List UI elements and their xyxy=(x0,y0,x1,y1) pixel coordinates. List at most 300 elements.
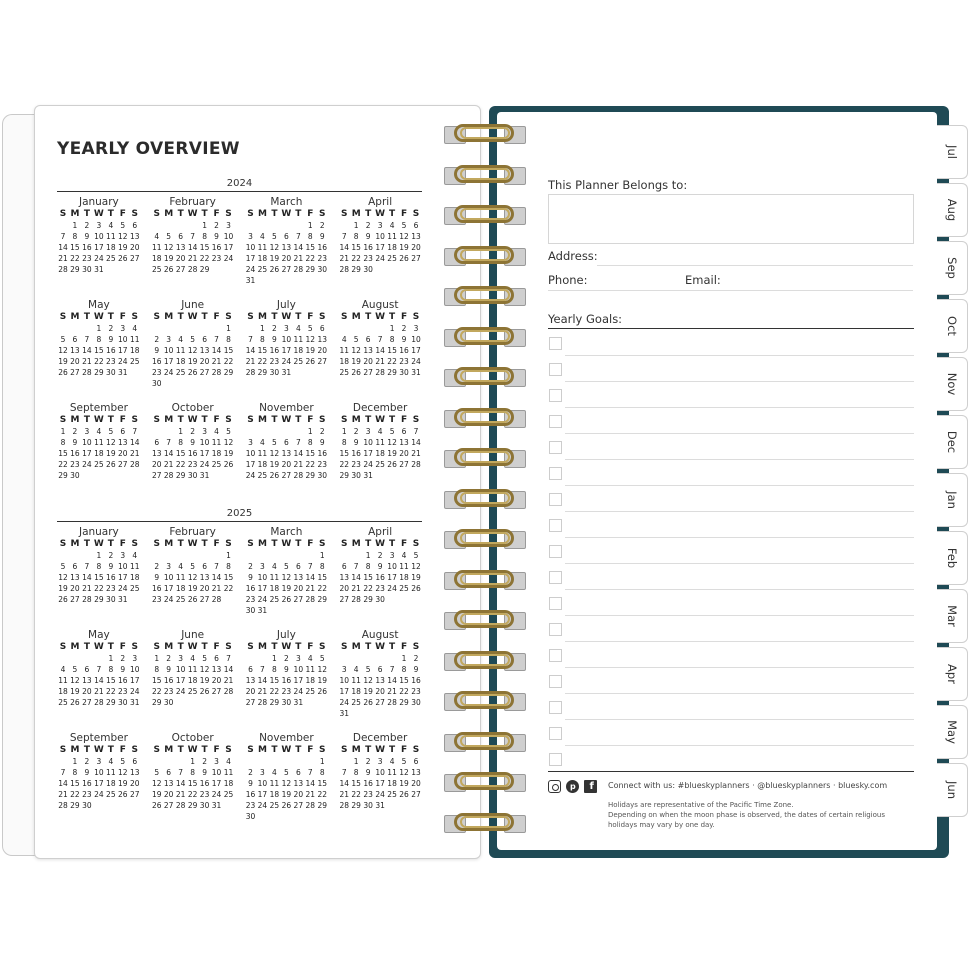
day-cell: 5 xyxy=(190,335,195,344)
instagram-icon[interactable] xyxy=(548,780,561,793)
day-cell: 27 xyxy=(163,801,174,810)
day-cell: 21 xyxy=(58,254,68,263)
month-tab-sep[interactable] xyxy=(936,241,968,295)
day-cell: 20 xyxy=(199,584,210,593)
day-cell: 27 xyxy=(82,698,92,707)
goal-checkbox[interactable] xyxy=(549,753,562,766)
address-line[interactable] xyxy=(597,265,913,266)
weekday-header: M xyxy=(351,312,361,322)
day-cell: 21 xyxy=(339,790,349,799)
weekday-header: T xyxy=(295,642,302,652)
day-cell: 25 xyxy=(269,801,280,810)
day-cell: 3 xyxy=(389,551,395,560)
month-calendar xyxy=(245,526,329,629)
day-cell: 2 xyxy=(377,551,383,560)
empty-day xyxy=(350,653,362,664)
month-name: June xyxy=(181,629,205,641)
day-cell: 5 xyxy=(272,438,277,447)
day-cell: 3 xyxy=(413,324,419,333)
day-cell: 31 xyxy=(129,698,140,707)
weekday-header: T xyxy=(201,415,208,425)
day-cell: 15 xyxy=(317,779,328,788)
month-tab-dec[interactable] xyxy=(936,415,968,469)
weekday-header: T xyxy=(201,312,208,322)
day-cell: 17 xyxy=(245,254,256,263)
empty-day xyxy=(81,653,93,664)
day-cell: 22 xyxy=(106,687,116,696)
day-cell: 27 xyxy=(293,595,304,604)
month-tab-apr[interactable] xyxy=(936,647,968,701)
owner-name-field[interactable] xyxy=(548,194,914,244)
goal-checkbox[interactable] xyxy=(549,363,562,376)
empty-day xyxy=(304,550,316,561)
holiday-note-line-2: Depending on when the moon phase is observed, the dates of certain religious xyxy=(608,811,885,819)
day-cell: 18 xyxy=(269,790,280,799)
weekday-header: S xyxy=(247,539,254,549)
weekday-header: T xyxy=(365,209,372,219)
day-cell: 27 xyxy=(129,254,140,263)
day-cell: 13 xyxy=(293,573,304,582)
day-cell: 17 xyxy=(245,460,256,469)
day-cell: 19 xyxy=(269,460,280,469)
day-cell: 3 xyxy=(248,438,253,447)
goal-checkbox[interactable] xyxy=(549,337,562,350)
weekday-header: F xyxy=(307,745,314,755)
day-cell: 19 xyxy=(151,790,162,799)
day-cell: 6 xyxy=(283,438,289,447)
empty-day xyxy=(175,756,187,767)
day-cell: 16 xyxy=(317,243,328,252)
day-cell: 13 xyxy=(317,335,328,344)
day-cell: 3 xyxy=(96,221,102,230)
day-cell: 31 xyxy=(211,801,222,810)
day-cell: 16 xyxy=(118,676,128,685)
day-cell: 4 xyxy=(132,551,138,560)
weekday-header: F xyxy=(307,539,314,549)
day-cell: 10 xyxy=(293,665,304,674)
empty-day xyxy=(256,756,268,767)
day-cell: 13 xyxy=(211,665,222,674)
day-cell: 23 xyxy=(118,687,128,696)
month-name: December xyxy=(352,402,408,414)
day-cell: 1 xyxy=(60,427,66,436)
day-cell: 29 xyxy=(223,368,234,377)
day-cell: 16 xyxy=(245,584,256,593)
day-cell: 23 xyxy=(245,801,256,810)
day-cell: 29 xyxy=(387,368,397,377)
goal-checkbox[interactable] xyxy=(549,701,562,714)
weekday-header: S xyxy=(412,745,420,755)
weekday-header: S xyxy=(153,312,160,322)
day-cell: 10 xyxy=(94,232,104,241)
weekday-header: T xyxy=(365,642,372,652)
goal-checkbox[interactable] xyxy=(549,623,562,636)
day-cell: 13 xyxy=(339,573,349,582)
goal-checkbox[interactable] xyxy=(549,649,562,662)
goal-checkbox[interactable] xyxy=(549,545,562,558)
day-cell: 3 xyxy=(166,562,172,571)
empty-day xyxy=(151,426,163,437)
day-cell: 28 xyxy=(305,801,316,810)
day-cell: 9 xyxy=(401,335,407,344)
day-cell: 1 xyxy=(319,551,325,560)
month-tab-may[interactable] xyxy=(936,705,968,759)
day-cell: 1 xyxy=(178,427,184,436)
weekday-header: T xyxy=(389,539,396,549)
day-cell: 15 xyxy=(305,243,316,252)
day-cell: 30 xyxy=(351,471,361,480)
month-calendar xyxy=(338,732,422,835)
day-cell: 15 xyxy=(58,449,68,458)
month-tab-jul[interactable] xyxy=(936,125,968,179)
weekday-header: S xyxy=(153,642,160,652)
weekday-header: S xyxy=(340,415,348,425)
day-cell: 18 xyxy=(351,687,361,696)
month-name: October xyxy=(171,402,214,414)
goal-checkbox[interactable] xyxy=(549,493,562,506)
day-cell: 21 xyxy=(175,790,186,799)
day-cell: 8 xyxy=(389,335,395,344)
day-cell: 19 xyxy=(399,243,409,252)
day-cell: 12 xyxy=(399,768,409,777)
empty-day xyxy=(245,220,257,231)
day-cell: 29 xyxy=(399,698,409,707)
month-calendar xyxy=(338,526,422,629)
weekday-header: T xyxy=(83,209,90,219)
month-tab-feb[interactable] xyxy=(936,531,968,585)
day-cell: 21 xyxy=(375,357,385,366)
day-cell: 11 xyxy=(175,346,186,355)
day-cell: 2 xyxy=(84,757,90,766)
weekday-header: W xyxy=(187,209,198,219)
day-cell: 16 xyxy=(151,357,162,366)
month-calendar xyxy=(151,402,235,505)
day-cell: 10 xyxy=(82,438,92,447)
day-cell: 23 xyxy=(269,357,280,366)
day-cell: 23 xyxy=(351,460,361,469)
day-cell: 14 xyxy=(411,438,421,447)
day-grid xyxy=(151,415,235,481)
day-cell: 10 xyxy=(387,562,397,571)
goal-checkbox[interactable] xyxy=(549,389,562,402)
day-cell: 17 xyxy=(175,676,186,685)
day-cell: 20 xyxy=(70,584,80,593)
phone-email-line[interactable] xyxy=(548,290,913,291)
day-cell: 4 xyxy=(272,768,277,777)
month-name: September xyxy=(69,732,128,744)
month-calendar xyxy=(245,299,329,402)
day-cell: 16 xyxy=(363,779,373,788)
day-cell: 5 xyxy=(166,232,172,241)
empty-day xyxy=(163,220,175,231)
year-divider xyxy=(57,191,422,192)
day-cell: 30 xyxy=(118,698,128,707)
day-cell: 1 xyxy=(365,551,371,560)
day-cell: 20 xyxy=(363,357,373,366)
day-cell: 29 xyxy=(305,471,316,480)
day-cell: 29 xyxy=(269,698,280,707)
goal-checkbox[interactable] xyxy=(549,467,562,480)
day-cell: 26 xyxy=(58,595,68,604)
day-cell: 10 xyxy=(175,665,186,674)
weekday-header: S xyxy=(340,539,348,549)
day-cell: 21 xyxy=(211,584,222,593)
day-cell: 31 xyxy=(118,595,128,604)
day-cell: 27 xyxy=(375,698,385,707)
month-tab-label: Aug xyxy=(944,198,959,222)
day-cell: 28 xyxy=(58,265,68,274)
weekday-header: F xyxy=(400,539,408,549)
weekday-header: T xyxy=(201,642,208,652)
weekday-header: S xyxy=(319,745,326,755)
day-cell: 18 xyxy=(187,676,198,685)
day-cell: 22 xyxy=(305,460,316,469)
day-cell: 13 xyxy=(151,449,162,458)
month-tab-aug[interactable] xyxy=(936,183,968,237)
day-cell: 26 xyxy=(151,801,162,810)
day-cell: 17 xyxy=(339,687,349,696)
day-cell: 19 xyxy=(199,676,210,685)
day-cell: 27 xyxy=(339,595,349,604)
day-cell: 17 xyxy=(375,779,385,788)
goal-checkbox[interactable] xyxy=(549,597,562,610)
month-tab-label: Oct xyxy=(944,316,959,336)
day-cell: 24 xyxy=(375,790,385,799)
day-cell: 26 xyxy=(163,265,174,274)
day-cell: 27 xyxy=(317,357,328,366)
day-cell: 2 xyxy=(166,654,172,663)
pinterest-icon[interactable]: p xyxy=(566,780,579,793)
empty-day xyxy=(268,756,280,767)
weekday-header: W xyxy=(187,415,198,425)
day-cell: 16 xyxy=(245,790,256,799)
day-cell: 7 xyxy=(132,427,138,436)
day-cell: 10 xyxy=(245,449,256,458)
day-cell: 18 xyxy=(305,676,316,685)
weekday-header: T xyxy=(295,415,302,425)
day-cell: 25 xyxy=(151,265,162,274)
weekday-header: T xyxy=(389,312,396,322)
day-cell: 21 xyxy=(58,790,68,799)
day-cell: 26 xyxy=(399,790,409,799)
day-cell: 21 xyxy=(82,584,92,593)
day-cell: 23 xyxy=(106,357,116,366)
empty-day xyxy=(245,323,257,334)
day-cell: 5 xyxy=(120,221,126,230)
weekday-header: T xyxy=(365,745,372,755)
day-cell: 26 xyxy=(118,254,128,263)
empty-day xyxy=(163,756,175,767)
day-cell: 18 xyxy=(293,346,304,355)
day-cell: 27 xyxy=(151,471,162,480)
day-cell: 15 xyxy=(175,449,186,458)
month-tab-nov[interactable] xyxy=(936,357,968,411)
day-cell: 10 xyxy=(375,232,385,241)
goal-checkbox[interactable] xyxy=(549,571,562,584)
day-cell: 17 xyxy=(211,779,222,788)
day-cell: 9 xyxy=(108,562,114,571)
day-cell: 6 xyxy=(154,438,160,447)
day-cell: 8 xyxy=(72,768,78,777)
day-cell: 25 xyxy=(339,368,349,377)
goal-row xyxy=(548,564,914,590)
day-cell: 19 xyxy=(317,676,328,685)
day-cell: 8 xyxy=(72,232,78,241)
day-cell: 31 xyxy=(293,698,304,707)
spiral-ring xyxy=(440,408,528,428)
day-cell: 30 xyxy=(281,698,292,707)
day-cell: 14 xyxy=(305,573,316,582)
weekday-header: S xyxy=(247,745,254,755)
month-tab-label: Dec xyxy=(944,430,959,454)
weekday-header: M xyxy=(164,539,174,549)
day-cell: 13 xyxy=(245,676,256,685)
weekday-header: T xyxy=(295,312,302,322)
goal-row xyxy=(548,330,914,356)
day-cell: 11 xyxy=(387,768,397,777)
day-cell: 28 xyxy=(257,698,268,707)
day-grid xyxy=(338,539,422,605)
weekday-header: T xyxy=(271,642,278,652)
weekday-header: S xyxy=(319,642,326,652)
day-cell: 3 xyxy=(96,757,102,766)
day-cell: 24 xyxy=(363,460,373,469)
day-cell: 28 xyxy=(94,698,104,707)
month-name: November xyxy=(259,732,314,744)
weekday-header: T xyxy=(177,642,184,652)
day-cell: 25 xyxy=(175,368,186,377)
day-cell: 12 xyxy=(281,573,292,582)
month-calendar xyxy=(338,196,422,299)
day-cell: 1 xyxy=(226,324,231,333)
day-cell: 4 xyxy=(214,427,219,436)
goal-row xyxy=(548,434,914,460)
month-calendar xyxy=(245,196,329,299)
day-cell: 9 xyxy=(365,232,371,241)
weekday-header: M xyxy=(164,642,174,652)
day-cell: 11 xyxy=(293,335,304,344)
empty-day xyxy=(280,550,292,561)
weekday-header: S xyxy=(59,642,67,652)
day-cell: 16 xyxy=(269,346,280,355)
goal-checkbox[interactable] xyxy=(549,415,562,428)
weekday-header: M xyxy=(257,642,267,652)
weekday-header: T xyxy=(389,642,396,652)
day-cell: 14 xyxy=(94,676,104,685)
weekday-header: W xyxy=(187,312,198,322)
day-cell: 1 xyxy=(72,221,78,230)
day-cell: 21 xyxy=(293,460,304,469)
day-cell: 5 xyxy=(154,768,160,777)
goals-label: Yearly Goals: xyxy=(548,312,623,326)
day-cell: 4 xyxy=(190,654,195,663)
day-cell: 30 xyxy=(106,368,116,377)
weekday-header: F xyxy=(119,209,126,219)
day-cell: 13 xyxy=(175,243,186,252)
day-cell: 2 xyxy=(190,427,195,436)
month-tab-oct[interactable] xyxy=(936,299,968,353)
day-cell: 26 xyxy=(305,357,316,366)
day-cell: 7 xyxy=(341,232,347,241)
month-calendar xyxy=(338,629,422,732)
day-cell: 29 xyxy=(70,265,80,274)
day-cell: 12 xyxy=(187,573,198,582)
weekday-header: T xyxy=(83,415,90,425)
empty-day xyxy=(256,550,268,561)
month-name: February xyxy=(169,196,216,208)
weekday-header: F xyxy=(119,642,126,652)
day-cell: 30 xyxy=(363,801,373,810)
day-cell: 12 xyxy=(118,232,128,241)
month-calendar xyxy=(245,732,329,835)
day-cell: 15 xyxy=(269,676,280,685)
goal-checkbox[interactable] xyxy=(549,441,562,454)
day-cell: 6 xyxy=(202,562,207,571)
day-cell: 2 xyxy=(248,562,253,571)
day-cell: 24 xyxy=(199,460,210,469)
day-cell: 28 xyxy=(293,265,304,274)
day-cell: 17 xyxy=(118,573,128,582)
weekday-header: M xyxy=(257,209,267,219)
day-cell: 15 xyxy=(305,449,316,458)
year-label: 2025 xyxy=(226,508,253,519)
day-cell: 22 xyxy=(223,584,234,593)
day-cell: 24 xyxy=(375,254,385,263)
empty-day xyxy=(175,323,187,334)
weekday-header: F xyxy=(400,209,408,219)
goal-checkbox[interactable] xyxy=(549,675,562,688)
day-cell: 29 xyxy=(94,368,104,377)
day-cell: 4 xyxy=(341,335,347,344)
weekday-header: T xyxy=(107,209,114,219)
day-cell: 14 xyxy=(211,346,222,355)
day-cell: 22 xyxy=(351,254,361,263)
weekday-header: F xyxy=(307,312,314,322)
weekday-header: W xyxy=(375,312,386,322)
weekday-header: T xyxy=(201,539,208,549)
weekday-header: T xyxy=(83,312,90,322)
facebook-icon[interactable]: f xyxy=(584,780,597,793)
weekday-header: S xyxy=(340,745,348,755)
weekday-header: T xyxy=(365,312,372,322)
day-cell: 6 xyxy=(319,324,325,333)
day-cell: 2 xyxy=(365,757,371,766)
day-cell: 30 xyxy=(163,698,174,707)
day-cell: 4 xyxy=(295,324,301,333)
day-cell: 15 xyxy=(351,779,361,788)
goal-checkbox[interactable] xyxy=(549,519,562,532)
day-cell: 11 xyxy=(375,438,385,447)
goal-checkbox[interactable] xyxy=(549,727,562,740)
weekday-header: W xyxy=(93,745,104,755)
planner-info-page xyxy=(497,112,937,850)
empty-day xyxy=(175,550,187,561)
day-cell: 13 xyxy=(70,346,80,355)
weekday-header: W xyxy=(93,209,104,219)
weekday-header: S xyxy=(225,642,232,652)
day-grid xyxy=(245,745,329,822)
day-cell: 22 xyxy=(223,357,234,366)
month-tab-mar[interactable] xyxy=(936,589,968,643)
month-tab-jun[interactable] xyxy=(936,763,968,817)
month-tab-label: Sep xyxy=(944,257,959,279)
day-cell: 11 xyxy=(94,438,104,447)
month-tab-jan[interactable] xyxy=(936,473,968,527)
day-cell: 1 xyxy=(96,324,102,333)
day-cell: 25 xyxy=(106,254,116,263)
day-cell: 28 xyxy=(163,471,174,480)
weekday-header: M xyxy=(351,209,361,219)
